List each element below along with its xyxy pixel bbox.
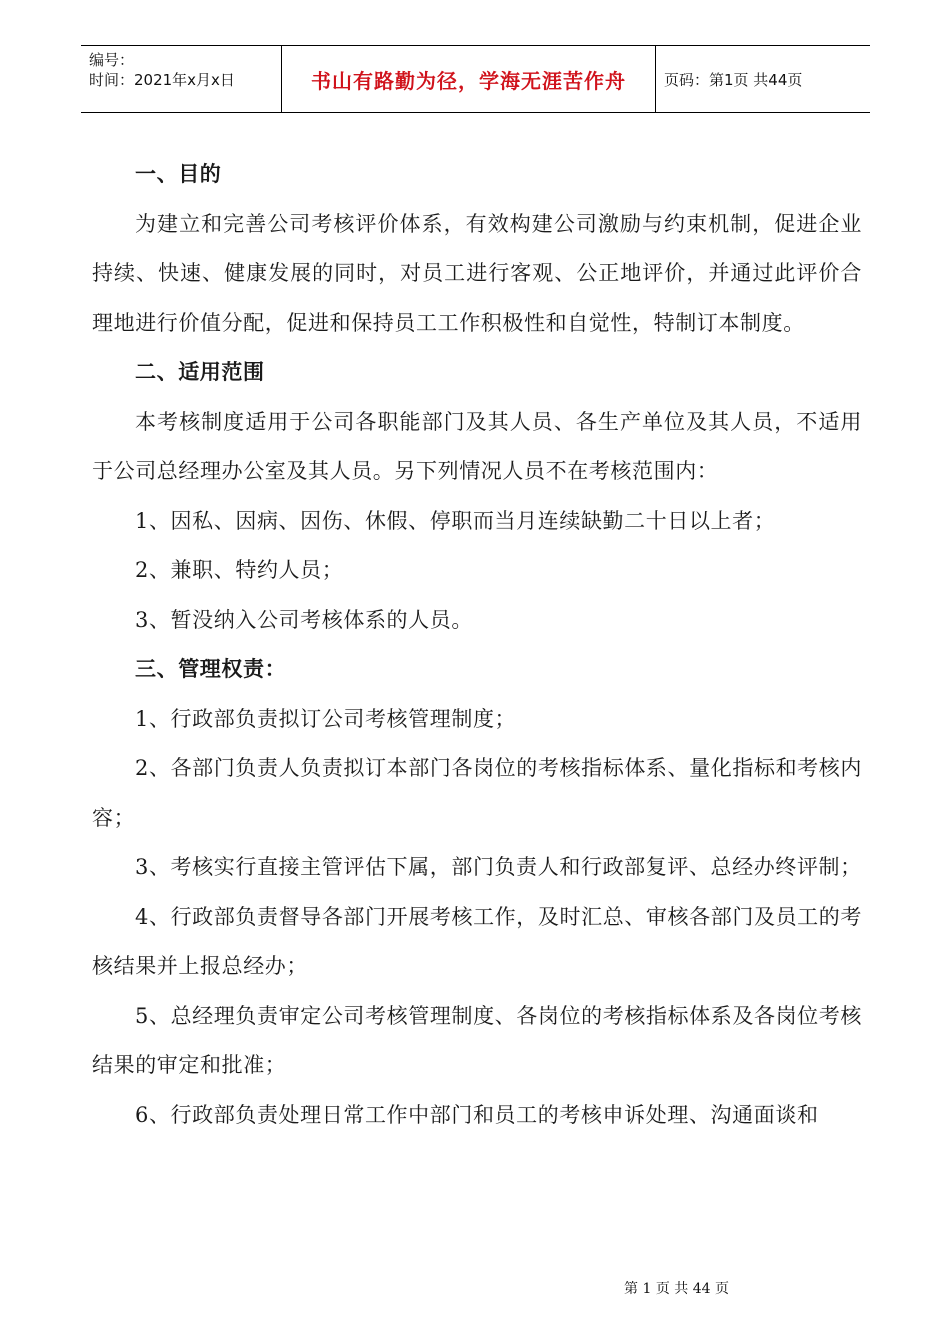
paragraph-scope: 本考核制度适用于公司各职能部门及其人员、各生产单位及其人员，不适用于公司总经理办公室及其人员。另下列情况人员不在考核范围内： [92,409,862,483]
footer-page-number: 第 1 页 共 44 页 [624,1281,729,1297]
list-item: 2、兼职、特约人员； [135,558,344,582]
page-header [81,45,870,113]
header-page-info: 页码：第1页 共44页 [664,70,803,89]
page-footer [0,1278,950,1298]
list-item: 6、行政部负责处理日常工作中部门和员工的考核申诉处理、沟通面谈和 [135,1102,819,1127]
list-item: 3、考核实行直接主管评估下属，部门负责人和行政部复评、总经办终评制； [135,855,862,879]
list-item: 5、总经理负责审定公司考核管理制度、各岗位的考核指标体系及各岗位考核结果的审定和批准； [92,1003,862,1077]
list-item: 1、行政部负责拟订公司考核管理制度； [135,706,517,731]
list-item: 2、各部门负责人负责拟订本部门各岗位的考核指标体系、量化指标和考核内容； [92,756,862,830]
section-heading-purpose: 一、目的 [135,162,222,186]
header-meta [81,46,282,112]
section-heading-responsibilities: 三、管理权责： [135,657,287,681]
document-number-label: 编号： [89,51,135,69]
list-item: 4、行政部负责督导各部门开展考核工作，及时汇总、审核各部门及员工的考核结果并上报总经办； [92,904,862,978]
section-heading-scope: 二、适用范围 [135,360,265,384]
header-motto: 书山有路勤为径，学海无涯苦作舟 [282,46,656,112]
list-item: 1、因私、因病、因伤、休假、停职而当月连续缺勤二十日以上者； [135,508,776,533]
document-time-label: 时间：2021年x月x日 [89,71,235,89]
paragraph-purpose: 为建立和完善公司考核评价体系，有效构建公司激励与约束机制，促进企业持续、快速、健康发展的同时，对员工进行客观、公正地评价，并通过此评价合理地进行价值分配，促进和保持员工工作积极性和自觉性，特制订本制度。 [92,211,862,335]
document-body [92,150,862,1140]
list-item: 3、暂没纳入公司考核体系的人员。 [135,607,473,632]
